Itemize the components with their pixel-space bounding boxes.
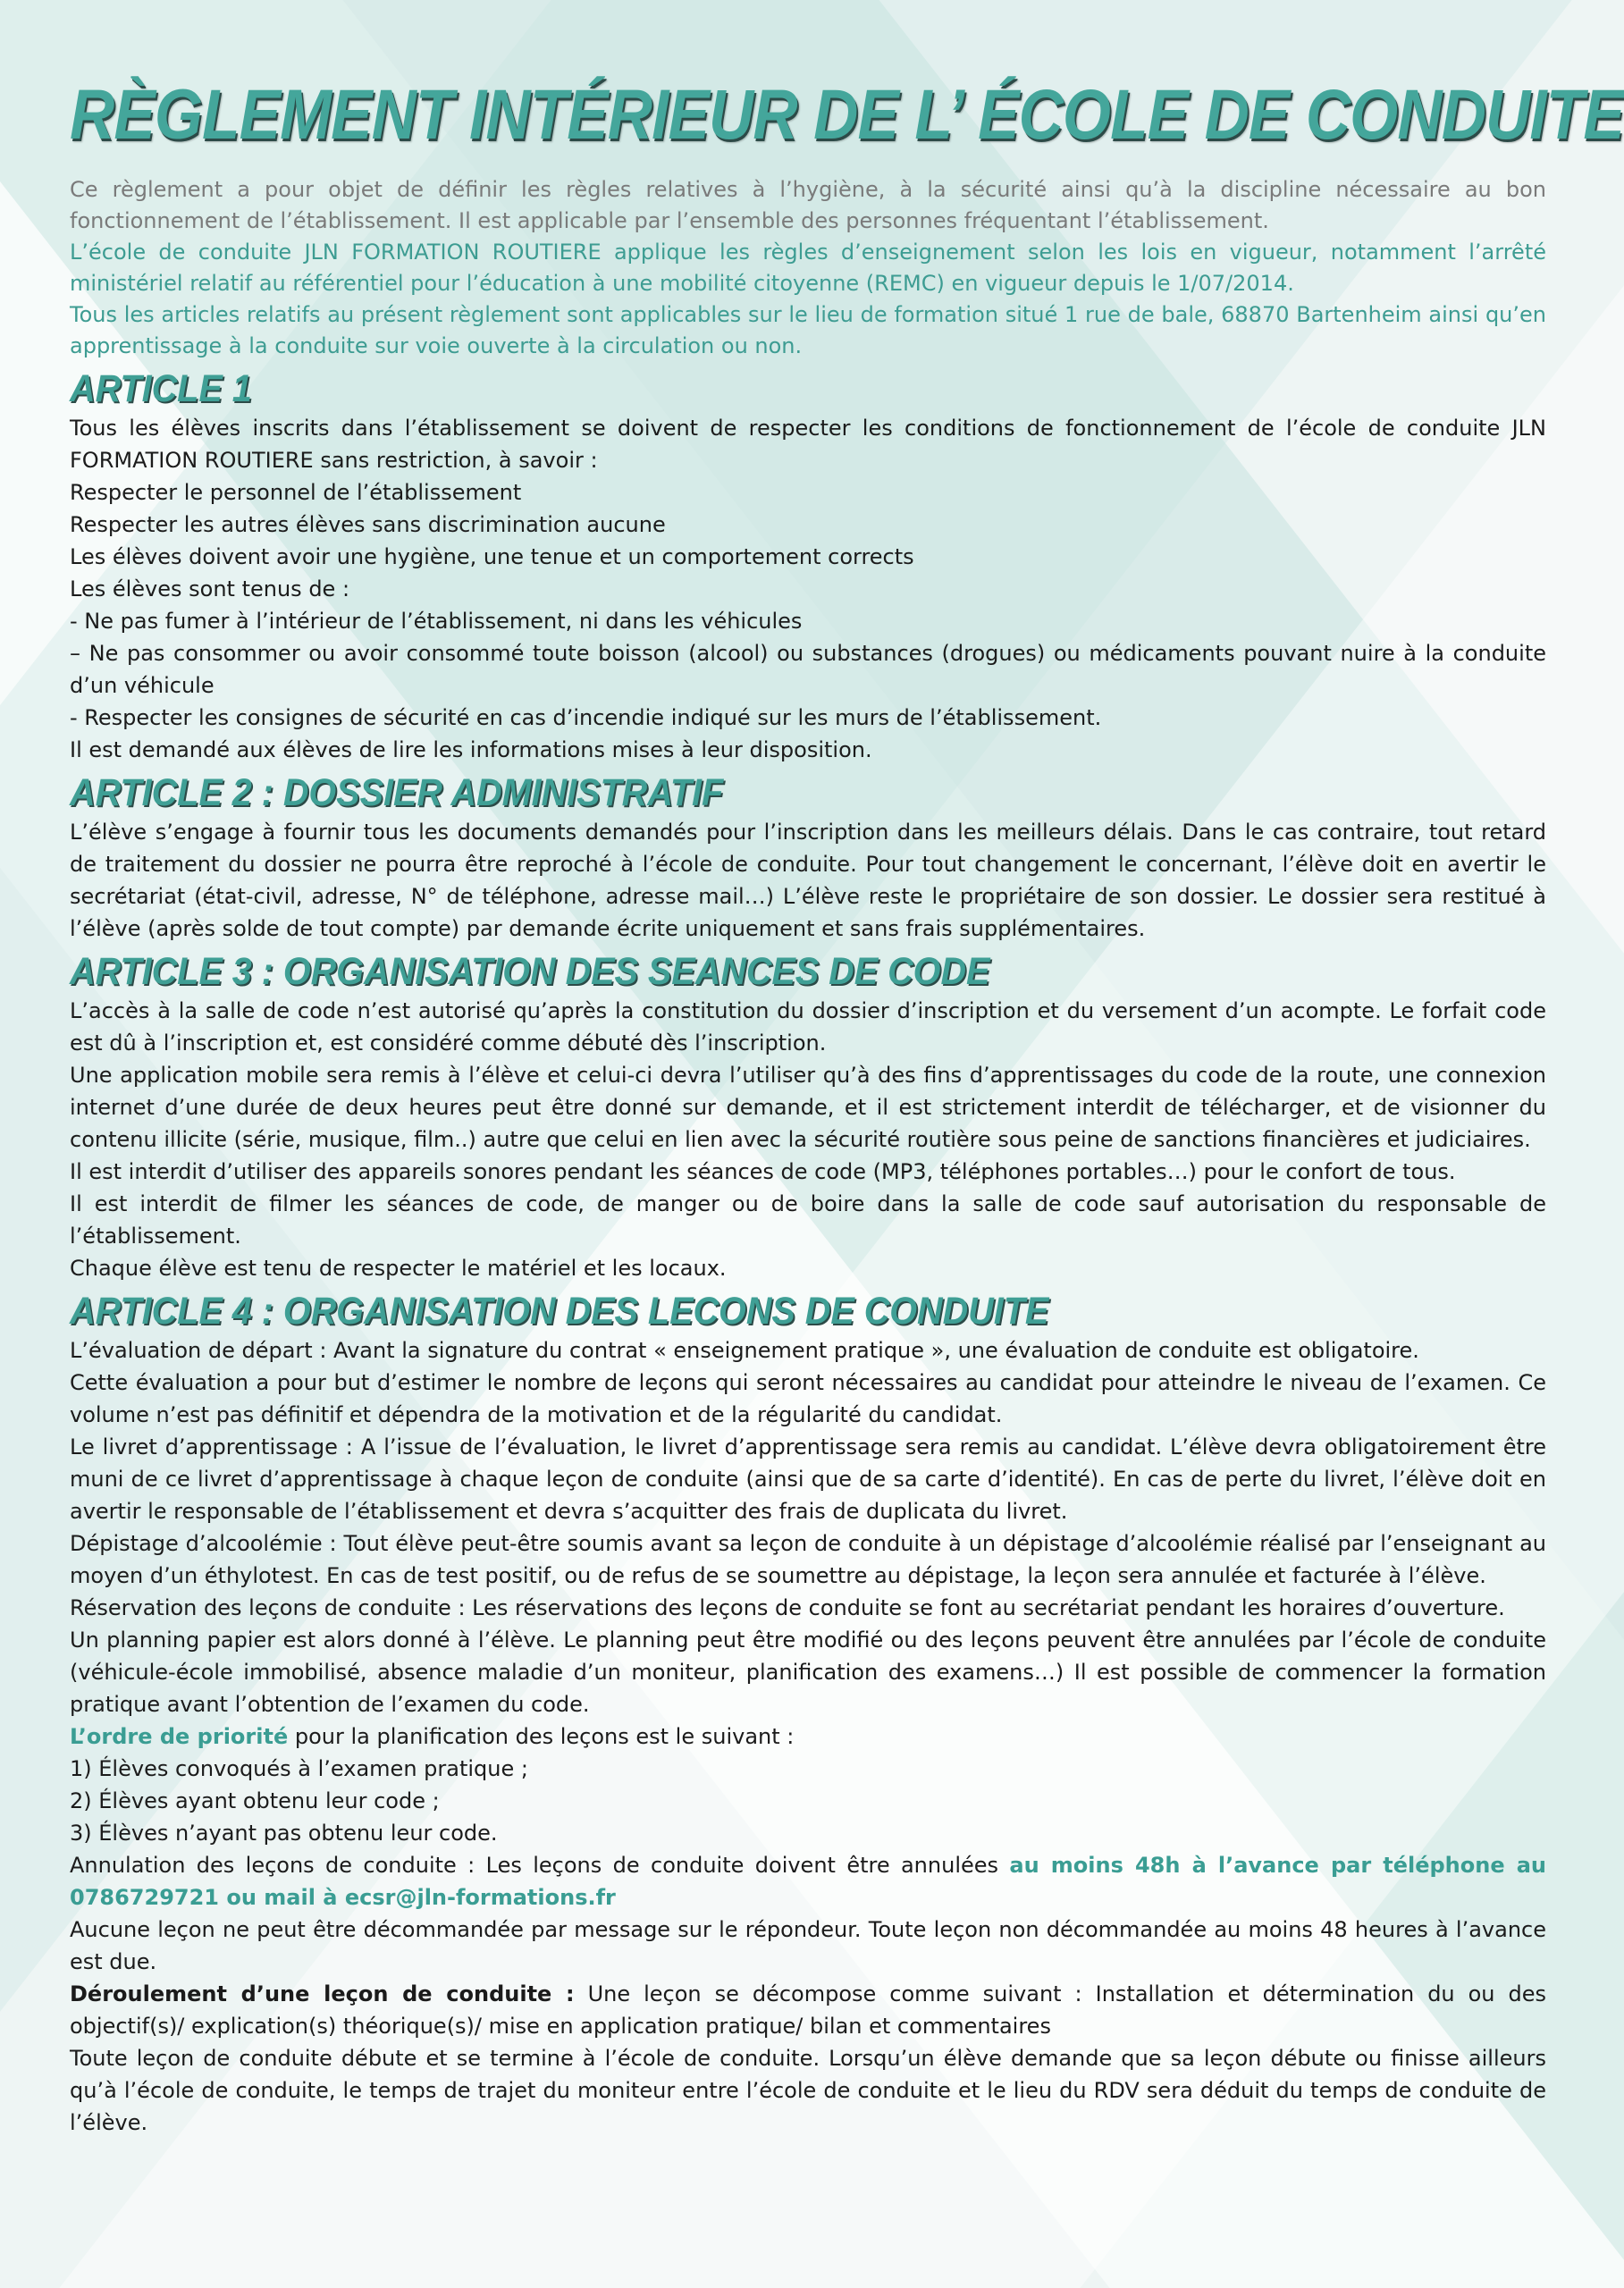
article-1-line: – Ne pas consommer ou avoir consommé toute boisson (alcool) ou substances (drogues) ou médicaments pouvant nuire à la conduite d’un véhicule: [70, 641, 1546, 698]
article-4-line: Cette évaluation a pour but d’estimer le nombre de leçons qui seront nécessaires au candidat pour atteindre le niveau de l’examen. Ce volume n’est pas définitif et dépendra de la motivation et de la régularité du candidat.: [70, 1370, 1546, 1427]
article-3-heading: ARTICLE 3 : ORGANISATION DES SEANCES DE CODE: [70, 950, 990, 993]
article-3-line: Il est interdit de filmer les séances de code, de manger ou de boire dans la salle de code sauf autorisation du responsable de l’établissement.: [70, 1191, 1546, 1249]
article-3-line: Chaque élève est tenu de respecter le matériel et les locaux.: [70, 1256, 727, 1281]
intro-paragraph-1: Ce règlement a pour objet de définir les règles relatives à l’hygiène, à la sécurité ainsi qu’à la discipline nécessaire au bon fonctionnement de l’établissement. Il est applicable par l’ensemble des personnes fréquentant l’établissement.: [70, 177, 1546, 233]
lesson-progress-text: Une leçon se décompose comme suivant : Installation et détermination du ou des objectif(s)/ explication(s) théorique(s)/ mise en application pratique/ bilan et commentaires: [70, 1981, 1546, 2039]
article-3-line: Une application mobile sera remis à l’élève et celui-ci devra l’utiliser qu’à des fins d’apprentissages du code de la route, une connexion internet d’une durée de deux heures peut être donné sur demande, et il est strictement interdit de télécharger, et de visionner du contenu illicite (série, musique, film..) autre que celui en lien avec la sécurité routière sous peine de sanctions financières et judiciaires.: [70, 1063, 1546, 1152]
article-1-line: Tous les élèves inscrits dans l’établissement se doivent de respecter les conditions de fonctionnement de l’école de conduite JLN FORMATION ROUTIERE sans restriction, à savoir :: [70, 416, 1546, 473]
article-4-heading: ARTICLE 4 : ORGANISATION DES LECONS DE CONDUITE: [70, 1290, 1049, 1333]
intro-section: [70, 174, 1546, 362]
article-1-line: Les élèves doivent avoir une hygiène, une tenue et un comportement corrects: [70, 544, 914, 569]
article-2-line: L’élève s’engage à fournir tous les documents demandés pour l’inscription dans les meilleurs délais. Dans le cas contraire, tout retard de traitement du dossier ne pourra être reproché à l’école de conduite. Pour tout changement le concernant, l’élève doit en avertir le secrétariat (état-civil, adresse, N° de téléphone, adresse mail…) L’élève reste le propriétaire de son dossier. Le dossier sera restitué à l’élève (après solde de tout compte) par demande écrite uniquement et sans frais supplémentaires.: [70, 820, 1546, 941]
article-1-line: Respecter le personnel de l’établissement: [70, 480, 522, 505]
final-line: Toute leçon de conduite débute et se termine à l’école de conduite. Lorsqu’un élève demande que sa leçon débute ou finisse ailleurs qu’à l’école de conduite, le temps de trajet du moniteur entre l’école de conduite et le lieu du RDV sera déduit du temps de conduite de l’élève.: [70, 2046, 1546, 2135]
article-1-line: Respecter les autres élèves sans discrimination aucune: [70, 512, 666, 537]
article-4-line: Un planning papier est alors donné à l’élève. Le planning peut être modifié ou des leçons peuvent être annulées par l’école de conduite (véhicule-école immobilisé, absence maladie d’un moniteur, planification des examens…) Il est possible de commencer la formation pratique avant l’obtention de l’examen du code.: [70, 1628, 1546, 1717]
article-4-line: Réservation des leçons de conduite : Les réservations des leçons de conduite se font au secrétariat pendant les horaires d’ouverture.: [70, 1595, 1505, 1620]
article-3-line: Il est interdit d’utiliser des appareils sonores pendant les séances de code (MP3, téléphones portables…) pour le confort de tous.: [70, 1159, 1456, 1184]
no-cancel-line: Aucune leçon ne peut être décommandée par message sur le répondeur. Toute leçon non décommandée au moins 48 heures à l’avance est due.: [70, 1917, 1546, 1974]
cancellation-line: [70, 1849, 1546, 1914]
priority-item: 1) Élèves convoqués à l’examen pratique ;: [70, 1756, 528, 1781]
priority-text: pour la planification des leçons est le suivant :: [288, 1724, 795, 1749]
page-title: RÈGLEMENT INTÉRIEUR DE L’ ÉCOLE DE CONDUITE: [70, 74, 1624, 154]
cancellation-contact: au moins 48h à l’avance par téléphone au 0786729721 ou mail à ecsr@jln-formations.fr: [70, 1853, 1547, 1910]
article-4: [70, 1290, 1546, 2139]
document-page: [70, 63, 1624, 2139]
article-3-line: L’accès à la salle de code n’est autorisé qu’après la constitution du dossier d’inscription et du versement d’un acompte. Le forfait code est dû à l’inscription et, est considéré comme débuté dès l’inscription.: [70, 998, 1546, 1056]
article-1-heading: ARTICLE 1: [70, 367, 252, 410]
cancellation-text: Annulation des leçons de conduite : Les leçons de conduite doivent être annulées: [70, 1853, 1010, 1878]
article-2-heading: ARTICLE 2 : DOSSIER ADMINISTRATIF: [70, 771, 724, 814]
article-1-line: Il est demandé aux élèves de lire les informations mises à leur disposition.: [70, 737, 872, 762]
priority-item: 3) Élèves n’ayant pas obtenu leur code.: [70, 1821, 498, 1846]
priority-label: L’ordre de priorité: [70, 1724, 289, 1749]
lesson-progress-label: Déroulement d’une leçon de conduite :: [70, 1981, 575, 2006]
intro-paragraph-3: Tous les articles relatifs au présent règlement sont applicables sur le lieu de formation situé 1 rue de bale, 68870 Bartenheim ainsi qu’en apprentissage à la conduite sur voie ouverte à la circulation ou non.: [70, 302, 1546, 358]
article-1: [70, 367, 1546, 766]
article-3: [70, 950, 1546, 1284]
article-4-line: L’évaluation de départ : Avant la signature du contrat « enseignement pratique », une évaluation de conduite est obligatoire.: [70, 1338, 1419, 1363]
article-4-line: Dépistage d’alcoolémie : Tout élève peut-être soumis avant sa leçon de conduite à un dépistage d’alcoolémie réalisé par l’enseignant au moyen d’un éthylotest. En cas de test positif, ou de refus de se soumettre au dépistage, la leçon sera annulée et facturée à l’élève.: [70, 1531, 1546, 1588]
article-1-line: Les élèves sont tenus de :: [70, 576, 350, 601]
intro-paragraph-2: L’école de conduite JLN FORMATION ROUTIERE applique les règles d’enseignement selon les lois en vigueur, notamment l’arrêté ministériel relatif au référentiel pour l’éducation à une mobilité citoyenne (REMC) en vigueur depuis le 1/07/2014.: [70, 240, 1546, 296]
article-1-line: - Ne pas fumer à l’intérieur de l’établissement, ni dans les véhicules: [70, 609, 803, 634]
lesson-progress-line: [70, 1978, 1546, 2042]
article-1-line: - Respecter les consignes de sécurité en cas d’incendie indiqué sur les murs de l’établissement.: [70, 705, 1102, 730]
article-2: [70, 771, 1546, 945]
priority-item: 2) Élèves ayant obtenu leur code ;: [70, 1788, 440, 1813]
article-4-line: Le livret d’apprentissage : A l’issue de l’évaluation, le livret d’apprentissage sera remis au candidat. L’élève devra obligatoirement être muni de ce livret d’apprentissage à chaque leçon de conduite (ainsi que de sa carte d’identité). En cas de perte du livret, l’élève doit en avertir le responsable de l’établissement et devra s’acquitter des frais de duplicata du livret.: [70, 1434, 1546, 1524]
priority-line: [70, 1720, 1546, 1753]
